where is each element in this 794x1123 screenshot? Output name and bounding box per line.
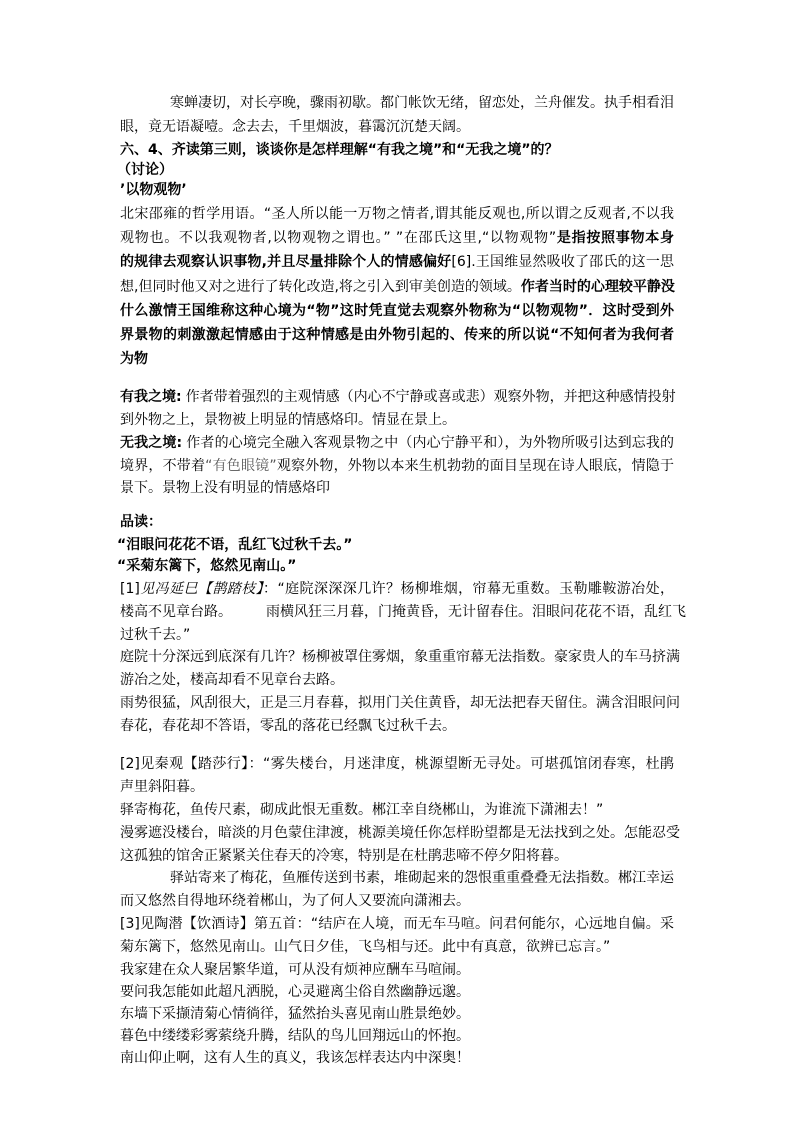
concept-text: 想,但同时他又对之进行了转化改造,将之引入到审美创造的领域。 (120, 279, 521, 295)
without-self-text: 境界，不带着 (120, 458, 206, 474)
question-prompt: 六、4、齐读第三则，谈谈你是怎样理解“有我之境”和“无我之境”的？ (120, 142, 559, 158)
concept-line (120, 325, 674, 345)
concept-line (120, 349, 148, 369)
note-line: 菊东篱下，悠然见南山。山气日夕佳，飞鸟相与还。此中有真意，欲辨已忘言。” (120, 939, 611, 955)
with-self-line (120, 387, 674, 407)
note-source: 见冯延巳【鹊踏枝】 (139, 581, 264, 597)
translation-line: 要问我怎能如此超凡洒脱，心灵避离尘俗自然幽静远邈。 (120, 984, 470, 1000)
concept-line (120, 301, 674, 321)
concept-text: [6].王国维显然吸收了邵氏的这一思 (451, 254, 674, 270)
reading-quote: “采菊东篱下，悠然见南山。” (117, 558, 297, 574)
without-self-line (120, 456, 674, 476)
translation-line: 雨势很猛，风刮很大，正是三月春暮，拟用门关住黄昏，却无法把春天留住。满含泪眼问问 (120, 695, 680, 711)
concept-bold-text: 什么激情王国维称这种心境为“物”这时凭直觉去观察外物称为“以物观物”．这时受到外 (120, 303, 674, 319)
with-self-line: 到外物之上，景物被上明显的情感烙印。情显在景上。 (120, 412, 456, 428)
note-line: [3]见陶潜【饮酒诗】第五首：“结庐在人境，而无车马喧。问君何能尔，心远地自偏。采 (120, 916, 674, 932)
translation-line: 南山仰止啊，这有人生的真义，我该怎样表达内中深奥！ (120, 1050, 470, 1066)
translation-line: 漫雾遮没楼台，暗淡的月色蒙住津渡，桃源美境任你怎样盼望都是无法找到之处。怎能忍受 (120, 825, 680, 841)
note-line: 驿寄梅花，鱼传尺素，砌成此恨无重数。郴江幸自绕郴山，为谁流下潇湘去！” (120, 802, 604, 818)
poem-line: 眼，竟无语凝噎。念去去，千里烟波，暮霭沉沉楚天阔。 (120, 119, 470, 135)
note-line (120, 579, 674, 599)
concept-text: 北宋邵雍的哲学用语。“圣人所以能一万物之情者,谓其能反观也,所以谓之反观者,不以我 (120, 206, 674, 222)
without-self-line (120, 433, 674, 453)
with-self-label: 有我之境: (120, 389, 182, 405)
concept-bold-text: 界景物的刺激激起情感由于这种情感是由外物引起的、传来的所以说“不知何者为我何者 (120, 327, 674, 343)
translation-line: 春花，春花却不答语，零乱的落花已经飘飞过秋千去。 (120, 718, 456, 734)
translation-line: 暮色中缕缕彩雾萦绕升腾，结队的鸟儿回翔远山的怀抱。 (120, 1028, 470, 1044)
note-text: 楼高不见章台路。 (120, 604, 232, 620)
translation-line: 我家建在众人聚居繁华道，可从没有烦神应酬车马喧闹。 (120, 962, 470, 978)
without-self-line: 景下。景物上没有明显的情感烙印 (120, 480, 330, 496)
concept-bold-text: 为物 (120, 351, 148, 367)
poem-line: 寒蝉凄切，对长亭晚，骤雨初歇。都门帐饮无绪，留恋处，兰舟催发。执手相看泪 (170, 95, 674, 111)
translation-line: 而又悠然自得地环绕着郴山，为了何人又要流向潇湘去。 (120, 893, 470, 909)
concept-line (120, 252, 674, 272)
without-self-label: 无我之境: (120, 435, 183, 451)
concept-bold-text: 是指按照事物本身 (556, 230, 674, 246)
translation-line: 东墙下采撷清菊心情徜徉，猛然抬头喜见南山胜景绝妙。 (120, 1006, 470, 1022)
note-ref: [1] (120, 581, 140, 597)
without-self-text: 观察外物，外物以本来生机勃勃的面目呈现在诗人眼底，情隐于 (276, 458, 674, 474)
note-text: 雨横风狂三月暮，门掩黄昏，无计留春住。泪眼问花花不语，乱红飞 (266, 604, 686, 620)
concept-line (120, 277, 674, 297)
reading-quote: “泪眼问花花不语，乱红飞过秋千去。” (117, 537, 353, 553)
concept-title: ’以物观物’ (120, 182, 187, 198)
colored-glasses-phrase: “有色眼镜” (205, 458, 277, 474)
note-line: 过秋千去。” (120, 627, 191, 643)
reading-heading: 品读： (120, 514, 162, 530)
translation-line: 这孤独的馆舍正紧紧关住春天的冷寒，特别是在杜鹃悲啼不停夕阳将暮。 (120, 848, 568, 864)
concept-line (120, 204, 674, 224)
concept-line (120, 228, 674, 248)
concept-bold-text: 作者当时的心理较平静没 (520, 279, 675, 295)
translation-line: 驿站寄来了梅花，鱼雁传送到书素，堆砌起来的怨恨重重叠叠无法指数。郴江幸运 (170, 870, 674, 886)
with-self-text: 作者带着强烈的主观情感（内心不宁静或喜或悲）观察外物，并把这种感情投射 (185, 389, 676, 405)
concept-bold-text: 的规律去观察认识事物,并且尽量排除个人的情感偏好 (120, 254, 452, 270)
concept-text: 观物也。不以我观物者,以物观物之谓也。” ”在邵氏这里,“以物观物” (120, 230, 557, 246)
note-text: ：“庭院深深深几许？杨柳堆烟，帘幕无重数。玉勒雕鞍游冶处， (263, 581, 674, 597)
note-line: 声里斜阳暮。 (120, 779, 204, 795)
translation-line: 游冶之处，楼高却看不见章台去路。 (120, 672, 344, 688)
discussion-label: （讨论） (117, 162, 173, 178)
note-line (120, 602, 686, 622)
translation-line: 庭院十分深远到底深有几许？杨柳被罩住雾烟，象重重帘幕无法指数。豪家贵人的车马挤满 (120, 649, 680, 665)
without-self-text: 作者的心境完全融入客观景物之中（内心宁静平和），为外物所吸引达到忘我的 (186, 435, 674, 451)
note-line: [2]见秦观【踏莎行】：“雾失楼台，月迷津度，桃源望断无寻处。可堪孤馆闭春寒，杜鹃 (120, 756, 674, 772)
